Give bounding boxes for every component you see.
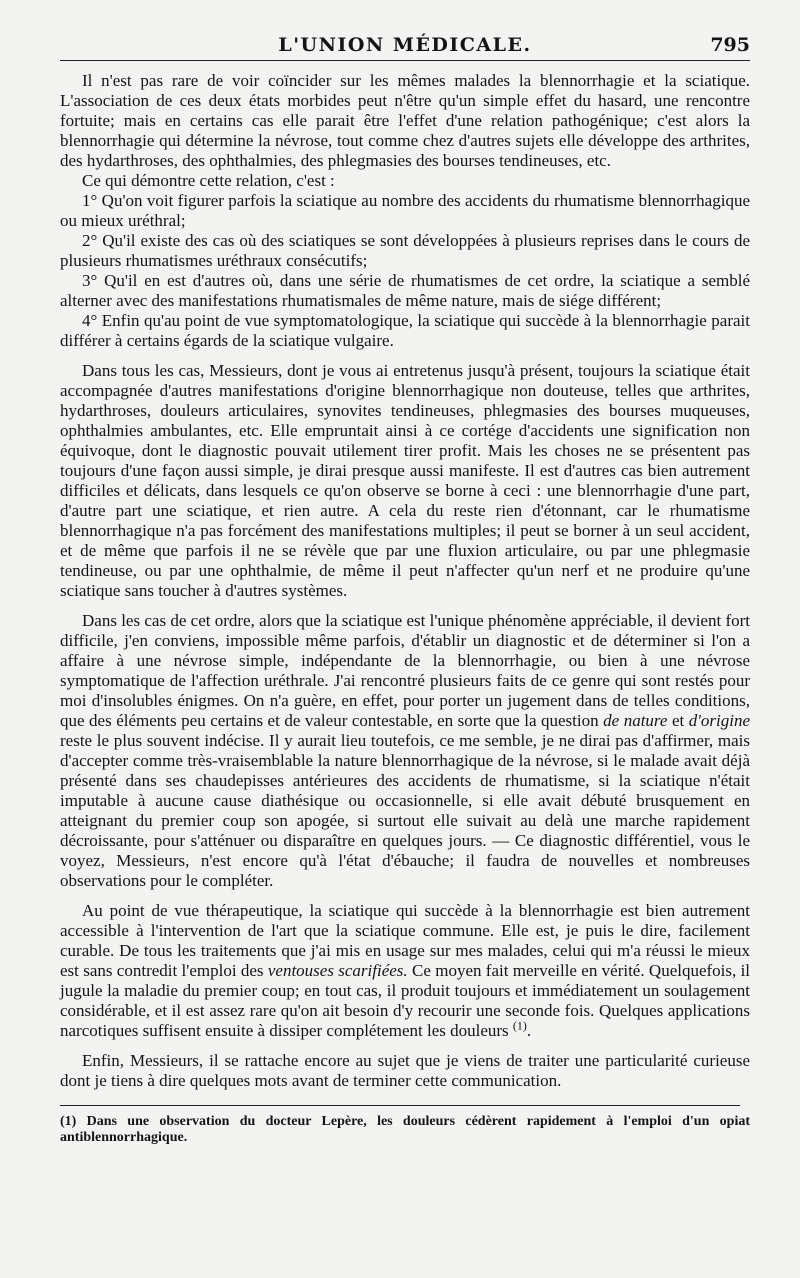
paragraph xyxy=(60,901,750,1041)
paragraph: Dans tous les cas, Messieurs, dont je vous ai entretenus jusqu'à présent, toujours la sciatique était accompagnée d'autres manifestations d'origine blennorrhagique non douteuse, telles que arthrites, hydarthroses, douleurs articulaires, synovites tendineuses, phlegmasies des bourses muqueuses, ophthalmies ambulantes, etc. Elle empruntait ainsi à ce cortége d'accidents une signification non équivoque, dont le diagnostic pouvait utilement tirer profit. Mais les choses ne se présentent pas toujours d'une façon aussi simple, je dirai presque aussi manifeste. Il est d'autres cas bien autrement difficiles et délicats, dans lesquels ce qu'on observe se borne à ceci : une blennorrhagie d'une part, d'autre part une sciatique, et rien autre. A cela du reste rien d'étonnant, car le rhumatisme blennorrhagique n'a pas forcément des manifestations multiples; il peut se borner à un seul accident, et de même que parfois il ne se révèle que par une fluxion articulaire, ou par une phlegmasie tendineuse, ou par une ophthalmie, de même il peut n'affecter qu'un nerf et ne produire qu'une sciatique sans toucher à d'autres systèmes. xyxy=(60,361,750,600)
article-body xyxy=(60,71,750,1091)
paragraph xyxy=(60,611,750,891)
text-run: et xyxy=(671,711,685,730)
paragraph: Enfin, Messieurs, il se rattache encore au sujet que je viens de traiter une particularité curieuse dont je tiens à dire quelques mots avant de terminer cette communication. xyxy=(60,1051,750,1090)
paragraph: Il n'est pas rare de voir coïncider sur les mêmes malades la blennorrhagie et la sciatique. L'association de ces deux états morbides peut n'être qu'un simple effet du hasard, une rencontre fortuite; mais en certains cas elle parait être l'effet d'une relation pathogénique; c'est alors la blennorrhagie qui détermine la névrose, tout comme chez d'autres sujets elle développe des arthrites, des hydarthroses, des ophthalmies, des phlegmasies des bourses tendineuses, etc. xyxy=(60,71,750,170)
list-item: 4° Enfin qu'au point de vue symptomatologique, la sciatique qui succède à la blennorrhagie parait différer à certains égards de la sciatique vulgaire. xyxy=(60,311,750,350)
journal-title: L'UNION MÉDICALE. xyxy=(278,34,532,56)
footnote-divider xyxy=(60,1105,740,1106)
text-run: reste le plus souvent indécise. Il y aurait lieu toutefois, ce me semble, je ne dirai pas d'affirmer, mais d'accepter comme très-vraisemblable la nature blennorrhagique de la névrose, si le malade avait déjà présenté dans ses chaudepisses antérieures des accidents de rhumatisme, si la sciatique n'était imputable à aucune cause diathésique ou occasionnelle, si elle avait débuté brusquement en atteignant du premier coup son apogée, si surtout elle suivait au delà une marche rapidement décroissante, pour s'atténuer ou disparaître en quelques jours. — Ce diagnostic différentiel, vous le voyez, Messieurs, n'est encore qu'à l'état d'ébauche; il faudra de nouvelles et nombreuses observations pour le compléter. xyxy=(60,731,750,890)
running-head xyxy=(60,30,750,61)
italic-run: de nature xyxy=(603,711,668,730)
page-number: 795 xyxy=(710,34,750,56)
text-run: . xyxy=(526,1021,532,1040)
footnote-ref[interactable]: (1) xyxy=(512,1018,527,1033)
text-run: Ce moyen fait merveille en vérité. Quelquefois, il jugule la maladie du premier coup; en tout cas, il produit toujours et immédiatement un soulagement considérable, et il est assez rare qu'on ait besoin d'y recourir une seconde fois. Quelques applications narcotiques suffisent ensuite à dissiper complétement les douleurs xyxy=(60,961,751,1040)
footnote: (1) Dans une observation du docteur Lepère, les douleurs cédèrent rapidement à l'emploi d'un opiat antiblennorrhagique. xyxy=(60,1114,750,1145)
text-run: Dans les cas de cet ordre, alors que la sciatique est l'unique phénomène appréciable, il devient fort difficile, j'en conviens, impossible même parfois, d'établir un diagnostic et de déterminer si l'on a affaire à une névrose simple, indépendante de la blennorrhagie, ou bien à une névrose symptomatique de l'affection uréthrale. J'ai rencontré plusieurs faits de ce genre qui sont restés pour moi d'insolubles énigmes. On n'a guère, en effet, pour porter un jugement dans de telles conditions, que des éléments peu certains et de valeur contestable, en sorte que la question xyxy=(60,611,750,730)
text-run: Au point de vue thérapeutique, la sciatique qui succède à la blennorrhagie est bien autrement accessible à l'intervention de l'art que la sciatique commune. Elle est, je puis le dire, facilement curable. De tous les traitements que j'ai mis en usage sur mes malades, celui qui m'a réussi le mieux est sans contredit l'emploi des xyxy=(60,901,750,980)
list-item: 1° Qu'on voit figurer parfois la sciatique au nombre des accidents du rhumatisme blennorrhagique ou mieux uréthral; xyxy=(60,191,750,230)
italic-run: d'origine xyxy=(688,711,751,730)
list-item: 3° Qu'il en est d'autres où, dans une série de rhumatismes de cet ordre, la sciatique a semblé alterner avec des manifestations rhumatismales de même nature, mais de siége différent; xyxy=(60,271,750,310)
italic-run: ventouses scarifiées. xyxy=(267,961,408,980)
paragraph: Ce qui démontre cette relation, c'est : xyxy=(82,171,335,190)
list-item: 2° Qu'il existe des cas où des sciatiques se sont développées à plusieurs reprises dans le cours de plusieurs rhumatismes uréthraux consécutifs; xyxy=(60,231,750,270)
